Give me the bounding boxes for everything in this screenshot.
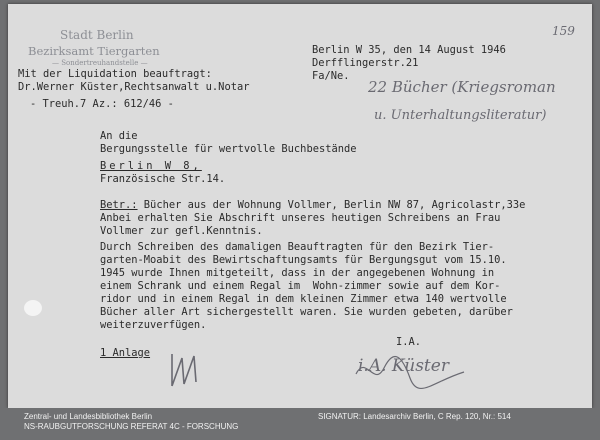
footer-signature: SIGNATUR: Landesarchiv Berlin, C Rep. 120, Nr.: 514 — [318, 412, 511, 421]
sender-line-1: Mit der Liquidation beauftragt: — [18, 68, 212, 80]
subject-label: Betr.: — [100, 199, 138, 211]
body-line: ridor und in einem Regal in dem kleinen Zimmer etwa 140 wertvolle — [100, 293, 507, 305]
enclosure: 1 Anlage — [100, 347, 151, 359]
recipient-line-2: Bergungsstelle für wertvolle Buchbestände — [100, 143, 357, 155]
signature-flourish — [352, 348, 472, 392]
archive-footer — [0, 408, 600, 440]
subject-line — [100, 199, 525, 211]
initials-mark — [166, 344, 206, 392]
body-line: Durch Schreiben des damaligen Beauftragten für den Bezirk Tier- — [100, 241, 495, 253]
body-line: Bücher aller Art sichergestellt waren. Sie wurden gebeten, darüber — [100, 306, 513, 318]
body-line: einem Schrank und einem Regal im Wohn-zimmer sowie auf dem Kor- — [100, 280, 501, 292]
handwritten-note-line-2: u. Unterhaltungsliteratur) — [374, 108, 547, 123]
body-line: garten-Moabit des Bewirtschaftungsamts für Bergungsgut vom 15.10. — [100, 254, 507, 266]
handwritten-note-line-1: 22 Bücher (Kriegsroman — [368, 78, 556, 96]
sender-line-2: Dr.Werner Küster,Rechtsanwalt u.Notar — [18, 81, 250, 93]
subject-text: Bücher aus der Wohnung Vollmer, Berlin NW 87, Agricolastr,33e — [137, 199, 526, 211]
recipient-city: Berlin W 8, — [100, 160, 202, 172]
reference-number: - Treuh.7 Az.: 612/46 - — [30, 98, 174, 110]
stamp-city: Stadt Berlin — [60, 28, 134, 42]
footer-library: Zentral- und Landesbibliothek Berlin — [24, 412, 153, 421]
recipient-line-1: An die — [100, 130, 138, 142]
letter-sheet — [8, 4, 592, 408]
body-line: 1945 wurde Ihnen mitgeteilt, dass in der angegebenen Wohnung in — [100, 267, 495, 279]
punch-hole — [24, 300, 42, 316]
stamp-office: Bezirksamt Tiergarten — [28, 44, 160, 58]
signature: i.A. Küster — [358, 356, 449, 376]
footer-department: NS-RAUBGUTFORSCHUNG REFERAT 4C - FORSCHUNG — [24, 422, 239, 431]
body-line: Vollmer zur gefl.Kenntnis. — [100, 225, 263, 237]
body-line: weiterzuverfügen. — [100, 319, 207, 331]
recipient-street: Französische Str.14. — [100, 173, 226, 185]
page-number: 159 — [552, 24, 575, 38]
footer-left — [24, 412, 238, 432]
sender-street: Derfflingerstr.21 — [312, 57, 419, 69]
reference-initials: Fa/Ne. — [312, 70, 350, 82]
body-line: Anbei erhalten Sie Abschrift unseres heutigen Schreibens an Frau — [100, 212, 501, 224]
closing: I.A. — [396, 336, 422, 348]
place-date: Berlin W 35, den 14 August 1946 — [312, 44, 506, 56]
stamp-department: — Sondertreuhandstelle — — [52, 59, 148, 67]
